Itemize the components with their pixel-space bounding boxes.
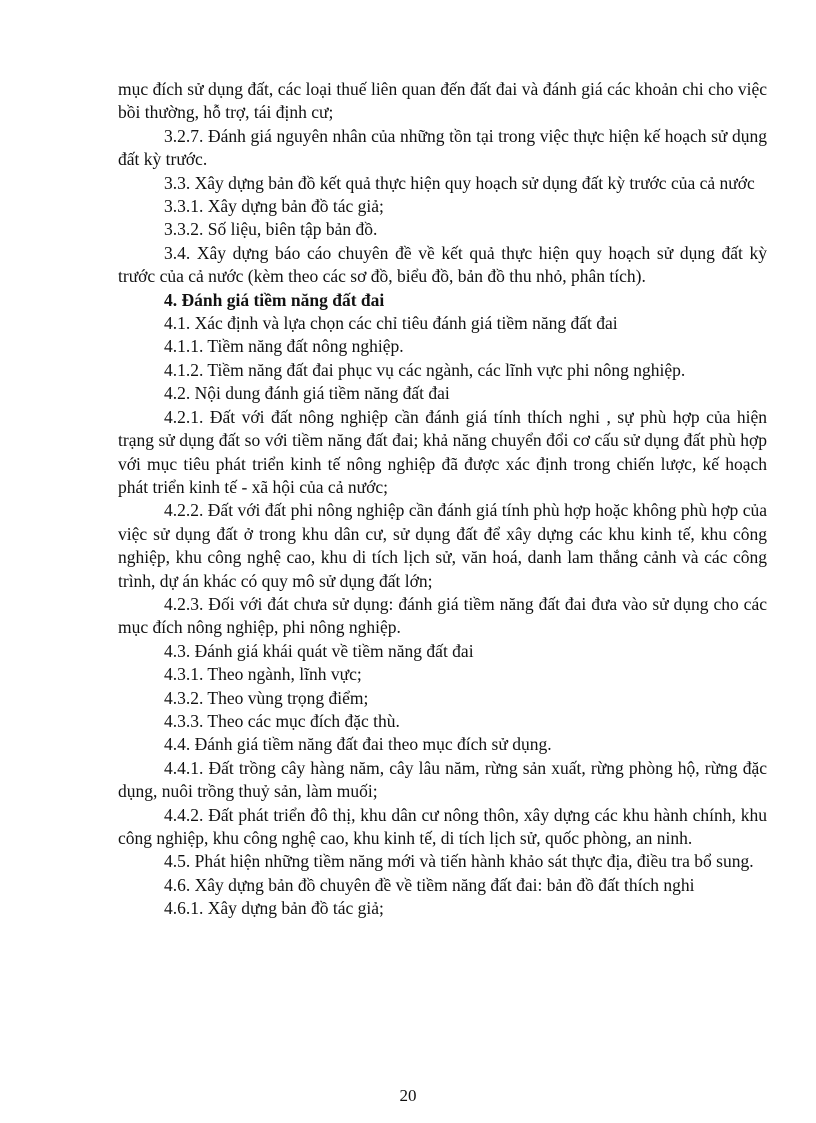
page-number: 20: [399, 1086, 417, 1105]
paragraph: 4.3.1. Theo ngành, lĩnh vực;: [164, 664, 362, 685]
paragraph: 4.2.1. Đất với đất nông nghiệp cần đánh giá tính thích nghi , sự phù hợp của hiện trạng sử dụng đất so với tiềm năng đất đai; khả năng chuyển đổi cơ cấu sử dụng đất phù hợp với mục tiêu phát triển kinh tế nông nghiệp đã được xác định trong chiến lược, kế hoạch phát triển kinh tế - xã hội của cả nước;: [118, 406, 767, 497]
paragraph: 3.2.7. Đánh giá nguyên nhân của những tồn tại trong việc thực hiện kế hoạch sử dụng đất kỳ trước.: [118, 125, 767, 170]
paragraph: 4.6. Xây dựng bản đồ chuyên đề về tiềm năng đất đai: bản đồ đất thích nghi: [164, 874, 695, 895]
paragraph: 4.5. Phát hiện những tiềm năng mới và tiến hành khảo sát thực địa, điều tra bổ sung.: [164, 851, 754, 872]
paragraph: 4.6.1. Xây dựng bản đồ tác giả;: [164, 898, 384, 919]
section-heading: 4. Đánh giá tiềm năng đất đai: [164, 289, 385, 310]
paragraph: 4.4.2. Đất phát triển đô thị, khu dân cư nông thôn, xây dựng các khu hành chính, khu công nghiệp, khu công nghệ cao, khu kinh tế, di tích lịch sử, quốc phòng, an ninh.: [118, 804, 767, 848]
paragraph: 3.4. Xây dựng báo cáo chuyên đề về kết quả thực hiện quy hoạch sử dụng đất kỳ trước của cả nước (kèm theo các sơ đồ, biểu đồ, bản đồ thu nhỏ, phân tích).: [118, 242, 767, 287]
paragraph: 4.2. Nội dung đánh giá tiềm năng đất đai: [164, 383, 450, 404]
paragraph: 4.3.3. Theo các mục đích đặc thù.: [164, 710, 400, 731]
paragraph: 4.4.1. Đất trồng cây hàng năm, cây lâu năm, rừng sản xuất, rừng phòng hộ, rừng đặc dụng, nuôi trồng thuỷ sản, làm muối;: [118, 757, 767, 802]
document-page: [118, 78, 767, 921]
paragraph: 4.1. Xác định và lựa chọn các chỉ tiêu đánh giá tiềm năng đất đai: [164, 313, 618, 334]
paragraph: 4.3.2. Theo vùng trọng điểm;: [164, 687, 369, 708]
paragraph: 4.3. Đánh giá khái quát về tiềm năng đất đai: [164, 640, 474, 661]
paragraph: 4.2.3. Đối với đát chưa sử dụng: đánh giá tiềm năng đất đai đưa vào sử dụng cho các mục đích nông nghiệp, phi nông nghiệp.: [118, 593, 767, 638]
paragraph: mục đích sử dụng đất, các loại thuế liên quan đến đất đai và đánh giá các khoản chi cho việc bồi thường, hỗ trợ, tái định cư;: [118, 79, 767, 123]
paragraph: 4.1.2. Tiềm năng đất đai phục vụ các ngành, các lĩnh vực phi nông nghiệp.: [164, 359, 686, 380]
paragraph: 3.3.1. Xây dựng bản đồ tác giả;: [164, 196, 384, 217]
paragraph: 4.2.2. Đất với đất phi nông nghiệp cần đánh giá tính phù hợp hoặc không phù hợp của việc sử dụng đất ở trong khu dân cư, sử dụng đất để xây dựng các khu kinh tế, khu công nghiệp, khu công nghệ cao, khu di tích lịch sử, văn hoá, danh lam thắng cảnh và các công trình, dự án khác có quy mô sử dụng đất lớn;: [118, 500, 767, 591]
paragraph: 3.3.2. Số liệu, biên tập bản đồ.: [164, 219, 378, 240]
paragraph: 3.3. Xây dựng bản đồ kết quả thực hiện quy hoạch sử dụng đất kỳ trước của cả nước: [164, 172, 755, 193]
paragraph: 4.1.1. Tiềm năng đất nông nghiệp.: [164, 336, 404, 357]
paragraph: 4.4. Đánh giá tiềm năng đất đai theo mục đích sử dụng.: [164, 734, 552, 755]
